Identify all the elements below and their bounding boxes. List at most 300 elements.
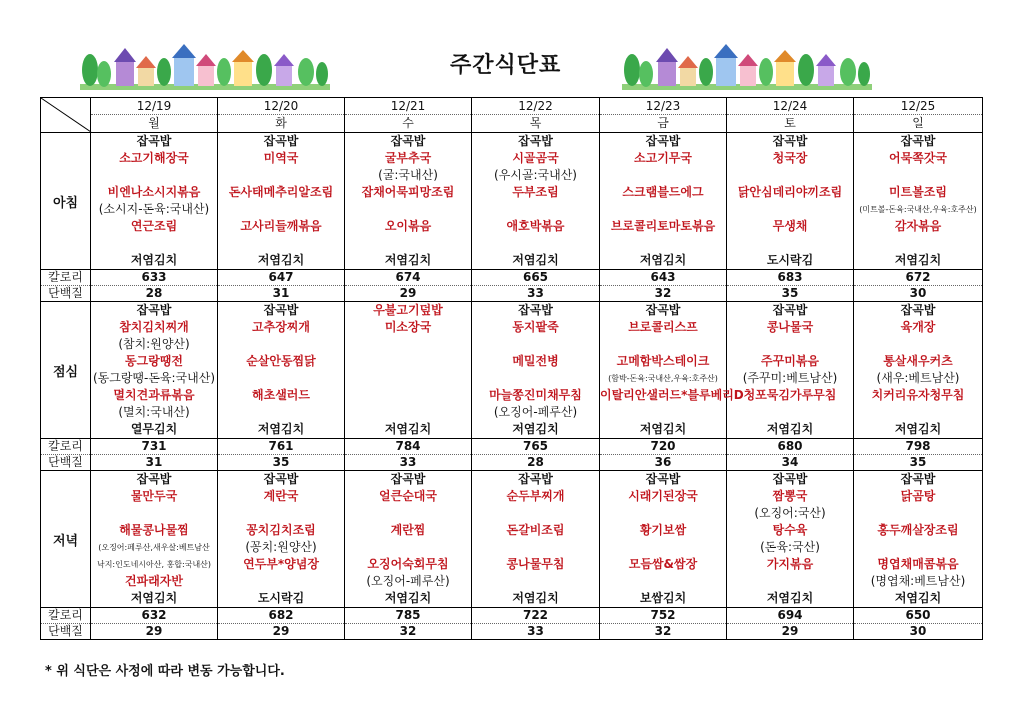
menu-item: 브로콜리토마토볶음 — [610, 219, 716, 233]
menu-item: (함박-돈육:국내산,우육:호주산) — [608, 374, 718, 383]
calorie-value: 765 — [472, 439, 599, 455]
calorie-value: 722 — [472, 608, 599, 624]
menu-item: (참치:원양산) — [118, 337, 190, 351]
header-row — [41, 98, 983, 133]
menu-item: (우시골:국내산) — [494, 168, 577, 182]
protein-value: 33 — [527, 286, 544, 300]
meal-name-cell: 저녁 — [41, 471, 91, 608]
menu-item: 잡채어묵피망조림 — [361, 185, 455, 199]
menu-item: 저염김치 — [130, 591, 178, 605]
menu-item: 저염김치 — [384, 591, 432, 605]
menu-cell — [854, 471, 983, 608]
day-date: 12/19 — [91, 98, 217, 115]
menu-item: 참치김치찌개 — [119, 320, 189, 334]
menu-cell — [600, 302, 744, 439]
menu-item: 저염김치 — [130, 253, 178, 267]
day-date: 12/22 — [472, 98, 599, 115]
menu-item: 콩나물국 — [766, 320, 814, 334]
menu-item: 저염김치 — [257, 422, 305, 436]
menu-item: 메밀전병 — [512, 354, 559, 368]
menu-item: 꽁치김치조림 — [246, 523, 316, 537]
menu-item: 돈갈비조림 — [506, 523, 565, 537]
calorie-value: 720 — [600, 439, 726, 455]
menu-item — [727, 167, 853, 184]
protein-value: 29 — [145, 624, 163, 638]
menu-item — [472, 201, 599, 218]
menu-item: 소고기해장국 — [119, 151, 189, 165]
day-weekday: 금 — [657, 116, 669, 130]
menu-item — [727, 235, 853, 252]
weekly-menu-table — [40, 97, 983, 640]
menu-item — [345, 201, 471, 218]
menu-item: (명엽채:베트남산) — [870, 574, 966, 588]
protein-value: 29 — [781, 624, 799, 638]
day-weekday: 화 — [275, 116, 287, 130]
calorie-value: 647 — [218, 270, 344, 286]
menu-item — [727, 404, 853, 421]
menu-item: 물만두국 — [130, 489, 178, 503]
menu-cell — [345, 133, 472, 270]
meal-row-2 — [41, 471, 983, 608]
menu-item: 무생채 — [772, 219, 808, 233]
menu-item: 저염김치 — [766, 422, 814, 436]
protein-value: 31 — [145, 455, 163, 469]
village-illustration-right — [622, 40, 872, 92]
menu-item: 청국장 — [772, 151, 808, 165]
protein-value: 30 — [909, 286, 927, 300]
protein-value: 35 — [781, 286, 799, 300]
menu-item: 짬뽕국 — [772, 489, 808, 503]
day-header-0 — [91, 98, 218, 133]
calorie-value: 665 — [472, 270, 599, 286]
menu-item — [91, 505, 217, 522]
menu-item — [600, 404, 726, 421]
menu-item: 잡곡밥 — [136, 472, 172, 486]
menu-item: 동지팥죽 — [512, 320, 559, 334]
menu-item: 청포묵김가루무침 — [743, 388, 837, 402]
menu-item: 잡곡밥 — [518, 472, 553, 486]
menu-item — [218, 370, 344, 387]
menu-item: 저염김치 — [766, 591, 814, 605]
menu-item: 미트볼조림 — [889, 185, 947, 199]
menu-item: (오징어:국산) — [754, 506, 826, 520]
menu-item — [854, 336, 982, 353]
menu-item: 잡곡밥 — [390, 134, 426, 148]
menu-item — [472, 370, 599, 387]
calorie-value: 752 — [600, 608, 726, 624]
stat-cell — [600, 608, 727, 640]
stats-row-1 — [41, 439, 983, 471]
menu-cell — [218, 133, 345, 270]
protein-value: 28 — [527, 455, 544, 469]
page-title: 주간식단표 — [450, 53, 562, 78]
stat-cell — [345, 439, 472, 471]
menu-cell — [727, 133, 854, 270]
protein-value: 33 — [527, 624, 544, 638]
menu-item — [854, 167, 982, 184]
menu-item: 잡곡밥 — [772, 303, 808, 317]
protein-value: 34 — [781, 455, 799, 469]
menu-item: 잡곡밥 — [772, 472, 808, 486]
menu-item: 계란찜 — [390, 523, 426, 537]
day-date: 12/24 — [727, 98, 853, 115]
menu-item — [345, 387, 471, 404]
menu-item: 고추장찌개 — [252, 320, 310, 334]
protein-value: 35 — [272, 455, 290, 469]
menu-item: 치커리유자청무침 — [871, 388, 965, 402]
menu-item: 저염김치 — [257, 253, 305, 267]
menu-item: 해초샐러드 — [252, 388, 310, 402]
stat-label-cell — [41, 439, 91, 471]
protein-label: 단백질 — [48, 455, 83, 469]
menu-item: 소고기무국 — [634, 151, 692, 165]
menu-item: 저염김치 — [894, 422, 942, 436]
day-header-4 — [600, 98, 727, 133]
stat-label-cell — [41, 270, 91, 302]
menu-item: 잡곡밥 — [390, 472, 426, 486]
menu-item — [600, 505, 726, 522]
menu-item: 애호박볶음 — [506, 219, 565, 233]
day-date: 12/23 — [600, 98, 726, 115]
menu-item — [345, 539, 471, 556]
day-header-2 — [345, 98, 472, 133]
stat-label-cell — [41, 608, 91, 640]
stat-cell — [218, 439, 345, 471]
menu-item: 두부조림 — [512, 185, 559, 199]
stat-cell — [727, 270, 854, 302]
menu-item: (새우:베트남산) — [876, 371, 960, 385]
menu-item: 연두부*양념장 — [243, 557, 319, 571]
menu-item: 얼큰순대국 — [379, 489, 437, 503]
menu-item: 잡곡밥 — [263, 472, 299, 486]
menu-item: 미역국 — [263, 151, 299, 165]
calorie-label: 칼로리 — [41, 608, 90, 624]
menu-item: 이탈리안샐러드*블루베리D — [600, 388, 744, 402]
menu-item: 홍두깨살장조림 — [877, 523, 959, 537]
stat-cell — [345, 270, 472, 302]
menu-item — [345, 336, 471, 353]
stat-cell — [472, 439, 600, 471]
calorie-value: 632 — [91, 608, 217, 624]
menu-item: 가지볶음 — [766, 557, 814, 571]
protein-value: 32 — [399, 624, 417, 638]
calorie-value: 672 — [854, 270, 982, 286]
calorie-value: 683 — [727, 270, 853, 286]
menu-item — [600, 167, 726, 184]
menu-item — [854, 235, 982, 252]
menu-item: 잡곡밥 — [900, 472, 936, 486]
day-weekday: 목 — [529, 116, 542, 130]
menu-item: 닭안심데리야끼조림 — [737, 185, 843, 199]
stat-cell — [727, 608, 854, 640]
menu-item: 보쌈김치 — [639, 591, 687, 605]
calorie-value: 694 — [727, 608, 853, 624]
stats-row-0 — [41, 270, 983, 302]
stat-cell — [727, 439, 854, 471]
meal-name-cell: 점심 — [41, 302, 91, 439]
menu-cell — [91, 133, 218, 270]
day-weekday: 토 — [784, 116, 796, 130]
footnote: * 위 식단은 사정에 따라 변동 가능합니다. — [45, 664, 285, 679]
menu-item: 고메함박스테이크 — [616, 354, 710, 368]
protein-value: 29 — [399, 286, 417, 300]
menu-item: 잡곡밥 — [900, 134, 936, 148]
calorie-value: 643 — [600, 270, 726, 286]
calorie-value: 785 — [345, 608, 471, 624]
day-date: 12/21 — [345, 98, 471, 115]
menu-item — [854, 539, 982, 556]
protein-value: 33 — [399, 455, 417, 469]
protein-value: 31 — [272, 286, 290, 300]
menu-cell — [345, 302, 472, 439]
day-header-6 — [854, 98, 983, 133]
diagonal-line — [41, 98, 91, 132]
menu-item: 잡곡밥 — [263, 134, 299, 148]
menu-item: 마늘쫑진미채무침 — [489, 388, 582, 402]
meal-row-1 — [41, 302, 983, 439]
stat-cell — [345, 608, 472, 640]
stat-cell — [218, 608, 345, 640]
day-date: 12/25 — [854, 98, 982, 115]
menu-cell — [727, 302, 854, 439]
menu-item: 건파래자반 — [125, 574, 183, 588]
menu-item — [727, 336, 853, 353]
menu-item: 멸치견과류볶음 — [113, 388, 195, 402]
menu-item: 오이볶음 — [384, 219, 432, 233]
day-date: 12/20 — [218, 98, 344, 115]
menu-item: 황기보쌈 — [639, 523, 687, 537]
calorie-value: 798 — [854, 439, 982, 455]
menu-item: 열무김치 — [130, 422, 178, 436]
day-weekday: 월 — [148, 116, 160, 130]
menu-item: 잡곡밥 — [772, 134, 808, 148]
menu-item: 해물콩나물찜 — [119, 523, 189, 537]
stat-cell — [218, 270, 345, 302]
village-illustration-left — [80, 40, 330, 92]
menu-cell — [345, 471, 472, 608]
menu-item: 저염김치 — [512, 591, 559, 605]
protein-label: 단백질 — [48, 286, 83, 300]
menu-item — [345, 505, 471, 522]
menu-item: (굴:국내산) — [378, 168, 438, 182]
menu-item: 브로콜리스프 — [628, 320, 698, 334]
menu-item: 동그랑땡전 — [125, 354, 183, 368]
menu-item: 저염김치 — [512, 253, 559, 267]
day-weekday: 수 — [402, 116, 414, 130]
menu-item — [91, 235, 217, 252]
menu-item: 도시락김 — [766, 253, 814, 267]
menu-cell — [218, 302, 345, 439]
menu-item — [218, 404, 344, 421]
menu-cell — [91, 302, 218, 439]
menu-item — [345, 235, 471, 252]
calorie-value: 674 — [345, 270, 471, 286]
menu-item — [218, 573, 344, 590]
menu-item — [600, 336, 726, 353]
menu-item: 낙지:인도네시아산, 홍합:국내산) — [96, 560, 212, 569]
day-weekday: 일 — [912, 116, 924, 130]
menu-item — [218, 167, 344, 184]
menu-item — [472, 505, 599, 522]
menu-cell — [854, 302, 983, 439]
stat-cell — [854, 270, 983, 302]
menu-item: 우불고기덮밥 — [373, 303, 443, 317]
menu-item: 저염김치 — [639, 422, 687, 436]
calorie-value: 650 — [854, 608, 982, 624]
menu-item: 스크램블드에그 — [622, 185, 704, 199]
menu-item — [218, 505, 344, 522]
menu-item: 잡곡밥 — [645, 134, 681, 148]
menu-item: (오징어-페루산) — [493, 405, 578, 419]
menu-item: 시골곰국 — [512, 151, 559, 165]
protein-label: 단백질 — [48, 624, 83, 638]
menu-item: (소시지-돈육:국내산) — [98, 202, 210, 216]
calorie-label: 칼로리 — [41, 439, 90, 455]
menu-item: 모듬쌈&쌈장 — [628, 557, 698, 571]
protein-value: 30 — [909, 624, 927, 638]
calorie-value: 680 — [727, 439, 853, 455]
menu-item: 명엽채매콤볶음 — [877, 557, 959, 571]
menu-item: 육개장 — [900, 320, 936, 334]
menu-item: 주꾸미볶음 — [761, 354, 819, 368]
menu-item — [600, 539, 726, 556]
menu-item: 잡곡밥 — [136, 303, 172, 317]
menu-item: 감자볶음 — [894, 219, 942, 233]
menu-item: (돈육:국산) — [760, 540, 820, 554]
menu-item — [345, 404, 471, 421]
menu-cell — [472, 302, 600, 439]
meal-row-0 — [41, 133, 983, 270]
protein-value: 29 — [272, 624, 290, 638]
stat-cell — [600, 439, 727, 471]
menu-item — [600, 201, 726, 218]
calorie-value: 731 — [91, 439, 217, 455]
menu-item: 잡곡밥 — [136, 134, 172, 148]
menu-item: 닭곰탕 — [900, 489, 936, 503]
protein-value: 32 — [654, 286, 672, 300]
menu-item — [600, 235, 726, 252]
menu-item: 잡곡밥 — [645, 472, 681, 486]
menu-item: 도시락김 — [257, 591, 305, 605]
calorie-value: 633 — [91, 270, 217, 286]
menu-item — [218, 336, 344, 353]
menu-cell — [472, 471, 600, 608]
calorie-value: 784 — [345, 439, 471, 455]
menu-item: 오징어숙회무침 — [367, 557, 449, 571]
menu-item — [472, 235, 599, 252]
stat-cell — [472, 608, 600, 640]
stat-cell — [91, 270, 218, 302]
menu-item — [854, 404, 982, 421]
menu-item — [345, 353, 471, 370]
menu-item: 시래기된장국 — [628, 489, 698, 503]
menu-cell — [727, 471, 854, 608]
calorie-value: 761 — [218, 439, 344, 455]
menu-item — [600, 573, 726, 590]
menu-item — [218, 235, 344, 252]
protein-value: 36 — [654, 455, 672, 469]
menu-item — [345, 370, 471, 387]
menu-item: (주꾸미:베트남산) — [742, 371, 838, 385]
protein-value: 35 — [909, 455, 927, 469]
menu-item: 콩나물무침 — [506, 557, 565, 571]
day-header-1 — [218, 98, 345, 133]
calorie-label: 칼로리 — [41, 270, 90, 286]
menu-item: 저염김치 — [639, 253, 687, 267]
menu-item: 저염김치 — [512, 422, 559, 436]
menu-item: 미소장국 — [384, 320, 432, 334]
stat-cell — [91, 439, 218, 471]
menu-item — [727, 201, 853, 218]
menu-item — [472, 573, 599, 590]
menu-item: 순두부찌개 — [506, 489, 565, 503]
menu-item: 저염김치 — [384, 253, 432, 267]
menu-item: 계란국 — [263, 489, 299, 503]
menu-item: 어묵쪽갓국 — [889, 151, 947, 165]
stat-cell — [854, 608, 983, 640]
stat-cell — [91, 608, 218, 640]
menu-item: 저염김치 — [384, 422, 432, 436]
day-header-5 — [727, 98, 854, 133]
menu-item: 잡곡밥 — [900, 303, 936, 317]
menu-item: 잡곡밥 — [518, 303, 553, 317]
menu-item: 돈사태메추리알조림 — [228, 185, 334, 199]
menu-item: 잡곡밥 — [263, 303, 299, 317]
menu-cell — [854, 133, 983, 270]
stat-cell — [600, 270, 727, 302]
menu-item: (오징어:페루산,새우살:베트남산 — [98, 543, 210, 552]
meal-name-cell: 아침 — [41, 133, 91, 270]
menu-item: 고사리들깨볶음 — [240, 219, 322, 233]
menu-item — [218, 201, 344, 218]
menu-item: 저염김치 — [894, 253, 942, 267]
menu-item — [91, 167, 217, 184]
menu-item: (미트볼-돈육:국내산,우육:호주산) — [859, 205, 977, 214]
stat-cell — [854, 439, 983, 471]
day-header-3 — [472, 98, 600, 133]
menu-item: 잡곡밥 — [518, 134, 553, 148]
menu-item: 통살새우커츠 — [883, 354, 953, 368]
menu-item: (꽁치:원양산) — [245, 540, 317, 554]
corner-cell — [41, 98, 91, 133]
menu-item: 굴부추국 — [384, 151, 432, 165]
menu-item: 연근조림 — [130, 219, 178, 233]
menu-cell — [600, 133, 727, 270]
menu-item — [472, 336, 599, 353]
menu-item — [472, 539, 599, 556]
menu-item: (동그랑땡-돈육:국내산) — [92, 371, 216, 385]
menu-item: 순살안동찜닭 — [246, 354, 316, 368]
menu-item: (멸치:국내산) — [118, 405, 190, 419]
stats-row-2 — [41, 608, 983, 640]
menu-cell — [218, 471, 345, 608]
menu-cell — [91, 471, 218, 608]
menu-cell — [472, 133, 600, 270]
menu-item — [727, 573, 853, 590]
menu-body — [41, 133, 983, 640]
protein-value: 28 — [145, 286, 163, 300]
menu-item — [854, 505, 982, 522]
menu-item: 비엔나소시지볶음 — [107, 185, 201, 199]
menu-item: 잡곡밥 — [645, 303, 681, 317]
calorie-value: 682 — [218, 608, 344, 624]
protein-value: 32 — [654, 624, 672, 638]
menu-item: 저염김치 — [894, 591, 942, 605]
menu-cell — [600, 471, 727, 608]
menu-item: (오징어-페루산) — [366, 574, 450, 588]
stat-cell — [472, 270, 600, 302]
menu-item: 탕수육 — [772, 523, 808, 537]
